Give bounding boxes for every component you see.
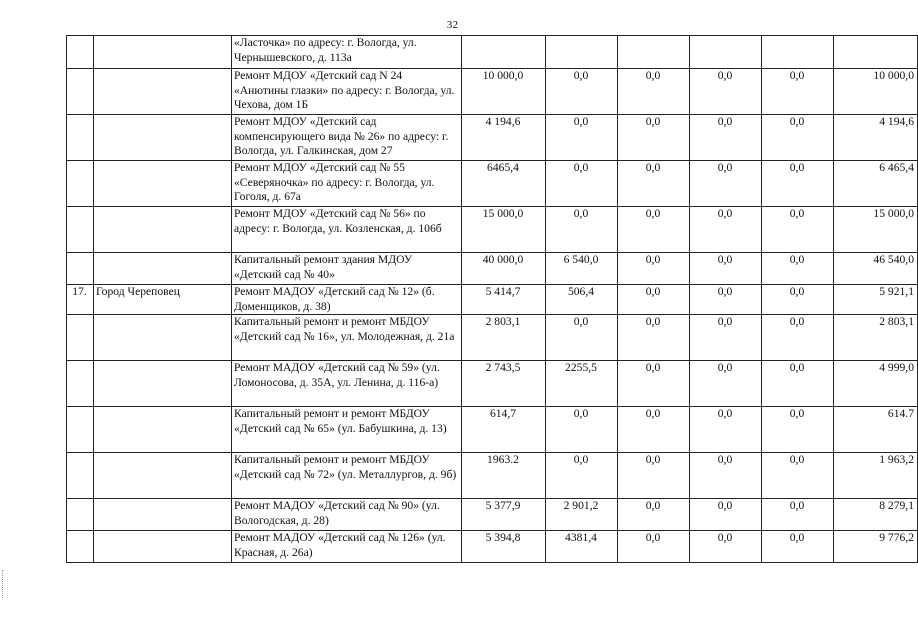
amount-cell: 0,0 bbox=[618, 531, 690, 563]
object-description-cell: Ремонт МАДОУ «Детский сад № 126» (ул. Красная, д. 26а) bbox=[232, 531, 462, 563]
municipality-cell bbox=[94, 115, 232, 161]
amount-cell: 5 377,9 bbox=[462, 499, 546, 531]
row-number-cell bbox=[67, 253, 94, 285]
amount-cell: 40 000,0 bbox=[462, 253, 546, 285]
amount-cell: 0,0 bbox=[690, 499, 762, 531]
amount-cell: 0,0 bbox=[762, 407, 834, 453]
municipality-cell bbox=[94, 161, 232, 207]
amount-cell: 0,0 bbox=[762, 115, 834, 161]
table-row bbox=[67, 453, 918, 499]
scan-edge-mark bbox=[2, 570, 5, 598]
amount-cell: 2 901,2 bbox=[546, 499, 618, 531]
total-value-cell: 5 921,1 bbox=[834, 285, 918, 315]
amount-cell: 0,0 bbox=[546, 69, 618, 115]
municipality-cell bbox=[94, 315, 232, 361]
amount-cell: 6 540,0 bbox=[546, 253, 618, 285]
amount-cell: 0,0 bbox=[762, 69, 834, 115]
amount-cell: 0,0 bbox=[618, 253, 690, 285]
row-number-cell bbox=[67, 361, 94, 407]
amount-cell: 0,0 bbox=[546, 115, 618, 161]
row-number-cell bbox=[67, 69, 94, 115]
total-value-cell: 614.7 bbox=[834, 407, 918, 453]
municipality-cell bbox=[94, 499, 232, 531]
total-value-cell: 1 963,2 bbox=[834, 453, 918, 499]
total-value-cell: 15 000,0 bbox=[834, 207, 918, 253]
amount-cell bbox=[462, 36, 546, 69]
amount-cell: 0,0 bbox=[546, 453, 618, 499]
amount-cell: 0,0 bbox=[690, 207, 762, 253]
amount-cell: 0,0 bbox=[762, 161, 834, 207]
total-value-cell bbox=[834, 36, 918, 69]
municipality-cell bbox=[94, 207, 232, 253]
amount-cell: 0,0 bbox=[762, 531, 834, 563]
amount-cell: 0,0 bbox=[690, 453, 762, 499]
table-row bbox=[67, 115, 918, 161]
object-description-cell: Ремонт МДОУ «Детский сад № 56» по адресу: г. Вологда, ул. Козленская, д. 106б bbox=[232, 207, 462, 253]
total-value-cell: 46 540,0 bbox=[834, 253, 918, 285]
amount-cell: 6465,4 bbox=[462, 161, 546, 207]
total-value-cell: 4 999,0 bbox=[834, 361, 918, 407]
total-value-cell: 6 465,4 bbox=[834, 161, 918, 207]
amount-cell: 0,0 bbox=[618, 285, 690, 315]
row-number-cell bbox=[67, 407, 94, 453]
table-row bbox=[67, 407, 918, 453]
amount-cell: 0,0 bbox=[618, 161, 690, 207]
amount-cell: 614,7 bbox=[462, 407, 546, 453]
object-description-cell: Ремонт МДОУ «Детский сад № 55 «Северяночка» по адресу: г. Вологда, ул. Гоголя, д. 67а bbox=[232, 161, 462, 207]
row-number-cell bbox=[67, 453, 94, 499]
amount-cell: 0,0 bbox=[690, 315, 762, 361]
total-value-cell: 9 776,2 bbox=[834, 531, 918, 563]
municipality-cell: Город Череповец bbox=[94, 285, 232, 315]
object-description-cell: Ремонт МАДОУ «Детский сад № 90» (ул. Вологодская, д. 28) bbox=[232, 499, 462, 531]
amount-cell: 15 000,0 bbox=[462, 207, 546, 253]
object-description-cell: Ремонт МДОУ «Детский сад N 24 «Анютины глазки» по адресу: г. Вологда, ул. Чехова, дом 1Б bbox=[232, 69, 462, 115]
amount-cell: 0,0 bbox=[618, 499, 690, 531]
amount-cell: 1963.2 bbox=[462, 453, 546, 499]
amount-cell: 4 194,6 bbox=[462, 115, 546, 161]
amount-cell: 5 414,7 bbox=[462, 285, 546, 315]
table-row bbox=[67, 207, 918, 253]
municipality-cell bbox=[94, 361, 232, 407]
amount-cell: 0,0 bbox=[690, 161, 762, 207]
funding-table bbox=[66, 35, 918, 563]
amount-cell: 5 394,8 bbox=[462, 531, 546, 563]
amount-cell: 506,4 bbox=[546, 285, 618, 315]
municipality-cell bbox=[94, 453, 232, 499]
amount-cell: 0,0 bbox=[618, 69, 690, 115]
amount-cell bbox=[690, 36, 762, 69]
amount-cell: 0,0 bbox=[762, 285, 834, 315]
total-value-cell: 8 279,1 bbox=[834, 499, 918, 531]
object-description-cell: Капитальный ремонт и ремонт МБДОУ «Детский сад № 16», ул. Молодежная, д. 21а bbox=[232, 315, 462, 361]
table-body bbox=[67, 36, 918, 563]
amount-cell: 0,0 bbox=[690, 115, 762, 161]
municipality-cell bbox=[94, 531, 232, 563]
amount-cell: 0,0 bbox=[618, 407, 690, 453]
amount-cell: 2 803,1 bbox=[462, 315, 546, 361]
amount-cell: 0,0 bbox=[546, 207, 618, 253]
object-description-cell: Капитальный ремонт и ремонт МБДОУ «Детский сад № 72» (ул. Металлургов, д. 9б) bbox=[232, 453, 462, 499]
amount-cell: 0,0 bbox=[690, 361, 762, 407]
amount-cell: 10 000,0 bbox=[462, 69, 546, 115]
amount-cell: 4381,4 bbox=[546, 531, 618, 563]
object-description-cell: Ремонт МАДОУ «Детский сад № 12» (б. Доменщиков, д. 38) bbox=[232, 285, 462, 315]
amount-cell: 0,0 bbox=[762, 207, 834, 253]
amount-cell: 0,0 bbox=[618, 453, 690, 499]
amount-cell: 0,0 bbox=[618, 207, 690, 253]
object-description-cell: Ремонт МАДОУ «Детский сад № 59» (ул. Ломоносова, д. 35А, ул. Ленина, д. 116-а) bbox=[232, 361, 462, 407]
table-row bbox=[67, 36, 918, 69]
amount-cell: 0,0 bbox=[690, 407, 762, 453]
amount-cell: 0,0 bbox=[618, 315, 690, 361]
row-number-cell bbox=[67, 315, 94, 361]
row-number-cell bbox=[67, 207, 94, 253]
municipality-cell bbox=[94, 253, 232, 285]
amount-cell: 0,0 bbox=[762, 315, 834, 361]
table-row bbox=[67, 499, 918, 531]
amount-cell bbox=[762, 36, 834, 69]
table-row bbox=[67, 531, 918, 563]
amount-cell: 0,0 bbox=[546, 161, 618, 207]
table-row bbox=[67, 69, 918, 115]
municipality-cell bbox=[94, 36, 232, 69]
amount-cell: 0,0 bbox=[618, 361, 690, 407]
municipality-cell bbox=[94, 407, 232, 453]
amount-cell bbox=[546, 36, 618, 69]
municipality-cell bbox=[94, 69, 232, 115]
amount-cell: 0,0 bbox=[762, 253, 834, 285]
table-row bbox=[67, 253, 918, 285]
row-number-cell bbox=[67, 531, 94, 563]
amount-cell: 0,0 bbox=[546, 407, 618, 453]
total-value-cell: 4 194,6 bbox=[834, 115, 918, 161]
row-number-cell bbox=[67, 499, 94, 531]
amount-cell: 0,0 bbox=[690, 69, 762, 115]
amount-cell: 0,0 bbox=[690, 285, 762, 315]
object-description-cell: Ремонт МДОУ «Детский сад компенсирующего вида № 26» по адресу: г. Вологда, ул. Галкинская, дом 27 bbox=[232, 115, 462, 161]
row-number-cell bbox=[67, 161, 94, 207]
amount-cell: 0,0 bbox=[762, 361, 834, 407]
amount-cell: 0,0 bbox=[546, 315, 618, 361]
row-number-cell: 17. bbox=[67, 285, 94, 315]
amount-cell: 2255,5 bbox=[546, 361, 618, 407]
amount-cell: 2 743,5 bbox=[462, 361, 546, 407]
table-row bbox=[67, 161, 918, 207]
page-number: 32 bbox=[446, 19, 459, 31]
table-row bbox=[67, 315, 918, 361]
total-value-cell: 10 000,0 bbox=[834, 69, 918, 115]
object-description-cell: «Ласточка» по адресу: г. Вологда, ул. Чернышевского, д. 113а bbox=[232, 36, 462, 69]
table-row bbox=[67, 361, 918, 407]
amount-cell: 0,0 bbox=[618, 115, 690, 161]
total-value-cell: 2 803,1 bbox=[834, 315, 918, 361]
row-number-cell bbox=[67, 36, 94, 69]
row-number-cell bbox=[67, 115, 94, 161]
amount-cell: 0,0 bbox=[690, 531, 762, 563]
amount-cell: 0,0 bbox=[690, 253, 762, 285]
object-description-cell: Капитальный ремонт и ремонт МБДОУ «Детский сад № 65» (ул. Бабушкина, д. 13) bbox=[232, 407, 462, 453]
amount-cell: 0,0 bbox=[762, 453, 834, 499]
object-description-cell: Капитальный ремонт здания МДОУ «Детский сад № 40» bbox=[232, 253, 462, 285]
amount-cell: 0,0 bbox=[762, 499, 834, 531]
table-row bbox=[67, 285, 918, 315]
amount-cell bbox=[618, 36, 690, 69]
